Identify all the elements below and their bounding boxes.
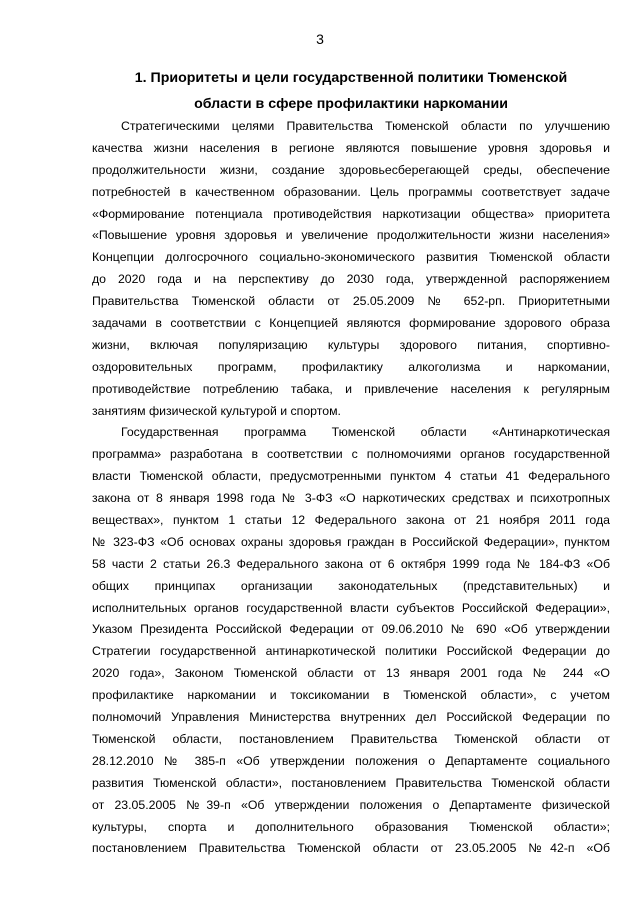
text-line: Государственная программа Тюменской области «Антинаркотическая (121, 425, 610, 440)
text-line: Концепции долгосрочного социально-экономического развития Тюменской области (92, 250, 610, 265)
text-line: Тюменской области, постановлением Правительства Тюменской области от (92, 731, 610, 746)
text-line: власти Тюменской области, предусмотренными пунктом 4 статьи 41 Федерального (92, 469, 610, 484)
text-line: Указом Президента Российской Федерации от 09.06.2010 № 690 «Об утверждении (92, 622, 610, 637)
page-number: 3 (316, 31, 324, 47)
text-line: «Повышение уровня здоровья и увеличение продолжительности жизни населения» (92, 228, 610, 243)
section-heading-line-2: области в сфере профилактики наркомании (194, 96, 508, 112)
section-heading (92, 65, 610, 117)
text-line: задачами в соответствии с Концепцией являются формирование здорового образа (92, 316, 610, 331)
text-line: Стратегии государственной антинаркотической политики Российской Федерации до (92, 644, 610, 659)
text-line: постановлением Правительства Тюменской области от 23.05.2005 №42-п «Об (92, 841, 610, 856)
text-line: от 23.05.2005 №39-п «Об утверждении положения о Департаменте физической (92, 797, 610, 812)
text-line: потребностей в качественном образовании. Цель программы соответствует задаче (92, 184, 610, 199)
text-line: до 2020 года и на перспективу до 2030 года, утвержденной распоряжением (92, 272, 610, 287)
text-line: полномочий Управления Министерства внутренних дел Российской Федерации по (92, 710, 610, 725)
text-line: исполнительных органов государственной власти субъектов Российской Федерации», (92, 600, 610, 615)
section-heading-line-1: 1. Приоритеты и цели государственной политики Тюменской (134, 70, 568, 86)
text-line: профилактике наркомании и токсикомании в Тюменской области», с учетом (92, 688, 610, 703)
text-line: качества жизни населения в регионе являются повышение уровня здоровья и (92, 140, 610, 155)
text-line: Правительства Тюменской области от 25.05.2009 № 652-рп. Приоритетными (92, 294, 610, 309)
text-line: Стратегическими целями Правительства Тюменской области по улучшению (121, 119, 610, 133)
text-line: закона от 8 января 1998 года № 3-ФЗ «О наркотических средствах и психотропных (92, 491, 610, 506)
text-line: общих принципах организации законодательных (представительных) и (92, 578, 610, 593)
text-line: веществах», пунктом 1 статьи 12 Федерального закона от 21 ноября 2011 года (92, 513, 610, 528)
text-line: оздоровительных программ, профилактику алкоголизма и наркомании, (92, 359, 610, 374)
text-line: 58 части 2 статьи 26.3 Федерального закона от 6 октября 1999 года № 184-ФЗ «Об (92, 556, 610, 571)
text-line: развития Тюменской области», постановлением Правительства Тюменской области (92, 775, 610, 790)
text-line: продолжительности жизни, создание здоровьесберегающей среды, обеспечение (92, 162, 610, 177)
text-line: культуры, спорта и дополнительного образования Тюменской области»; (92, 819, 610, 834)
text-line: противодействие потреблению табака, и привлечение населения к регулярным (92, 381, 610, 396)
text-line: «Формирование потенциала противодействия наркотизации общества» приоритета (92, 206, 610, 221)
text-line: программа» разработана в соответствии с полномочиями органов государственной (92, 447, 610, 462)
text-line: 2020 года», Законом Тюменской области от 13 января 2001 года № 244 «О (92, 666, 610, 681)
body-text (92, 116, 610, 860)
text-line: № 323-ФЗ «Об основах охраны здоровья граждан в Российской Федерации», пунктом (92, 534, 610, 549)
text-line: занятиям физической культурой и спортом. (92, 403, 341, 418)
text-line: жизни, включая популяризацию культуры здорового питания, спортивно- (92, 337, 610, 352)
text-line: 28.12.2010 № 385-п «Об утверждении положения о Департаменте социального (92, 753, 610, 768)
